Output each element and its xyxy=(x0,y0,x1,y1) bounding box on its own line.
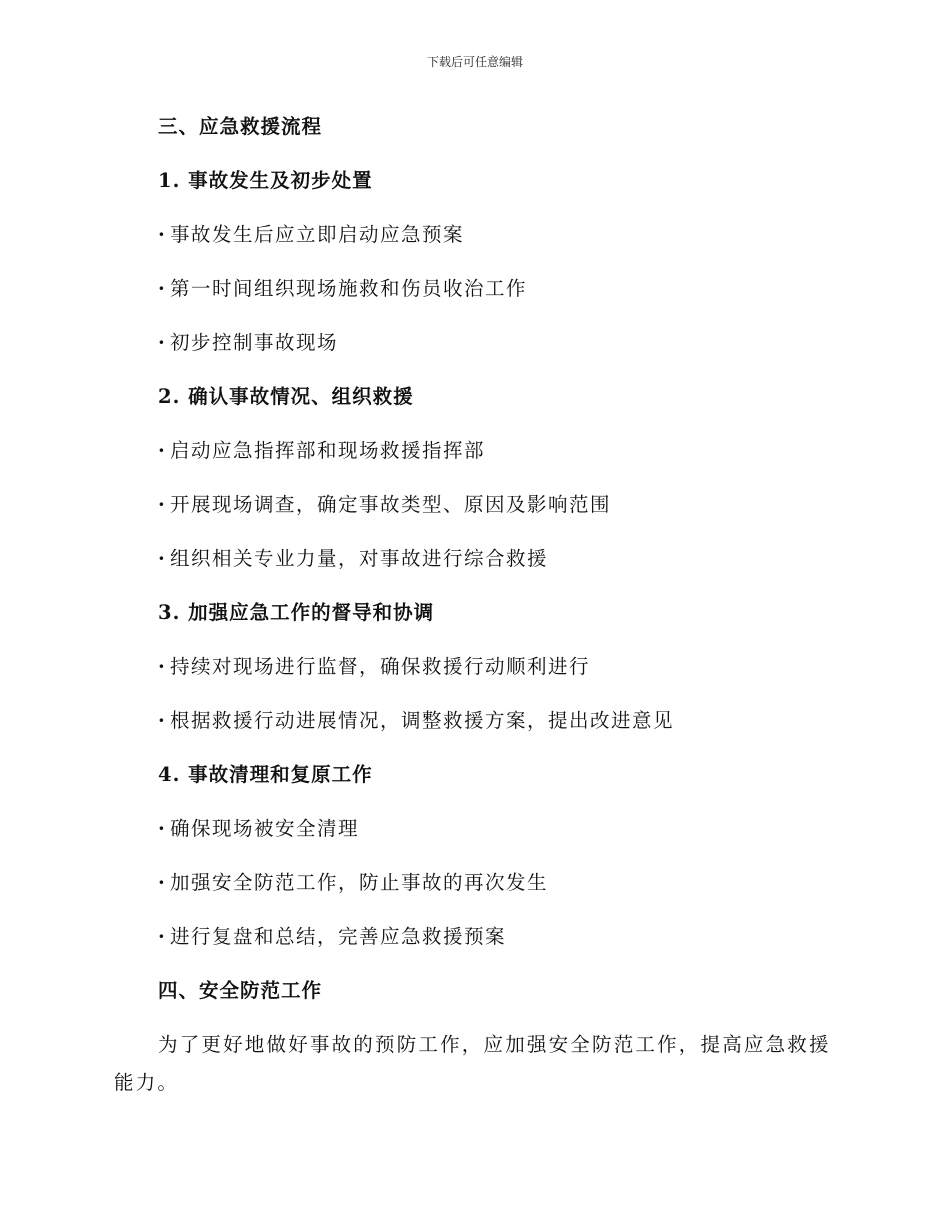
bullet-text: 开展现场调查，确定事故类型、原因及影响范围 xyxy=(170,493,612,516)
bullet-item xyxy=(158,702,838,756)
bullet-item xyxy=(158,432,838,486)
bullet-text: 加强安全防范工作，防止事故的再次发生 xyxy=(170,871,549,894)
bullet-icon: · xyxy=(158,277,167,300)
bullet-icon: · xyxy=(158,439,167,462)
step-title: 4. 事故清理和复原工作 xyxy=(158,763,373,786)
bullet-text: 初步控制事故现场 xyxy=(170,331,339,354)
bullet-item xyxy=(158,324,838,378)
paragraph-line: 为了更好地做好事故的预防工作，应加强安全防范工作，提高应急救援 xyxy=(158,1033,831,1056)
page-header: 下载后可任意编辑 xyxy=(426,55,523,69)
bullet-item xyxy=(158,270,838,324)
bullet-text: 进行复盘和总结，完善应急救援预案 xyxy=(170,925,507,948)
bullet-icon: · xyxy=(158,871,167,894)
bullet-text: 启动应急指挥部和现场救援指挥部 xyxy=(170,439,486,462)
step-title: 3. 加强应急工作的督导和协调 xyxy=(158,601,435,624)
bullet-item xyxy=(158,810,838,864)
bullet-text: 根据救援行动进展情况，调整救援方案，提出改进意见 xyxy=(170,709,675,732)
bullet-icon: · xyxy=(158,547,167,570)
bullet-text: 事故发生后应立即启动应急预案 xyxy=(170,223,465,246)
bullet-item xyxy=(158,648,838,702)
bullet-item xyxy=(158,864,838,918)
section-title: 四、安全防范工作 xyxy=(158,979,323,1002)
bullet-icon: · xyxy=(158,223,167,246)
step-title: 2. 确认事故情况、组织救援 xyxy=(158,385,414,408)
document-body xyxy=(114,108,838,1102)
bullet-item xyxy=(158,216,838,270)
paragraph-line: 能力。 xyxy=(114,1071,180,1094)
bullet-text: 持续对现场进行监督，确保救援行动顺利进行 xyxy=(170,655,591,678)
step-title: 1. 事故发生及初步处置 xyxy=(158,169,373,192)
bullet-icon: · xyxy=(158,925,167,948)
bullet-item xyxy=(158,540,838,594)
section-title: 三、应急救援流程 xyxy=(158,115,323,138)
bullet-icon: · xyxy=(158,331,167,354)
bullet-icon: · xyxy=(158,493,167,516)
bullet-icon: · xyxy=(158,655,167,678)
body-paragraph xyxy=(114,1026,838,1102)
bullet-text: 组织相关专业力量，对事故进行综合救援 xyxy=(170,547,549,570)
bullet-icon: · xyxy=(158,817,167,840)
bullet-text: 确保现场被安全清理 xyxy=(170,817,360,840)
bullet-item xyxy=(158,918,838,972)
bullet-text: 第一时间组织现场施救和伤员收治工作 xyxy=(170,277,528,300)
bullet-item xyxy=(158,486,838,540)
bullet-icon: · xyxy=(158,709,167,732)
